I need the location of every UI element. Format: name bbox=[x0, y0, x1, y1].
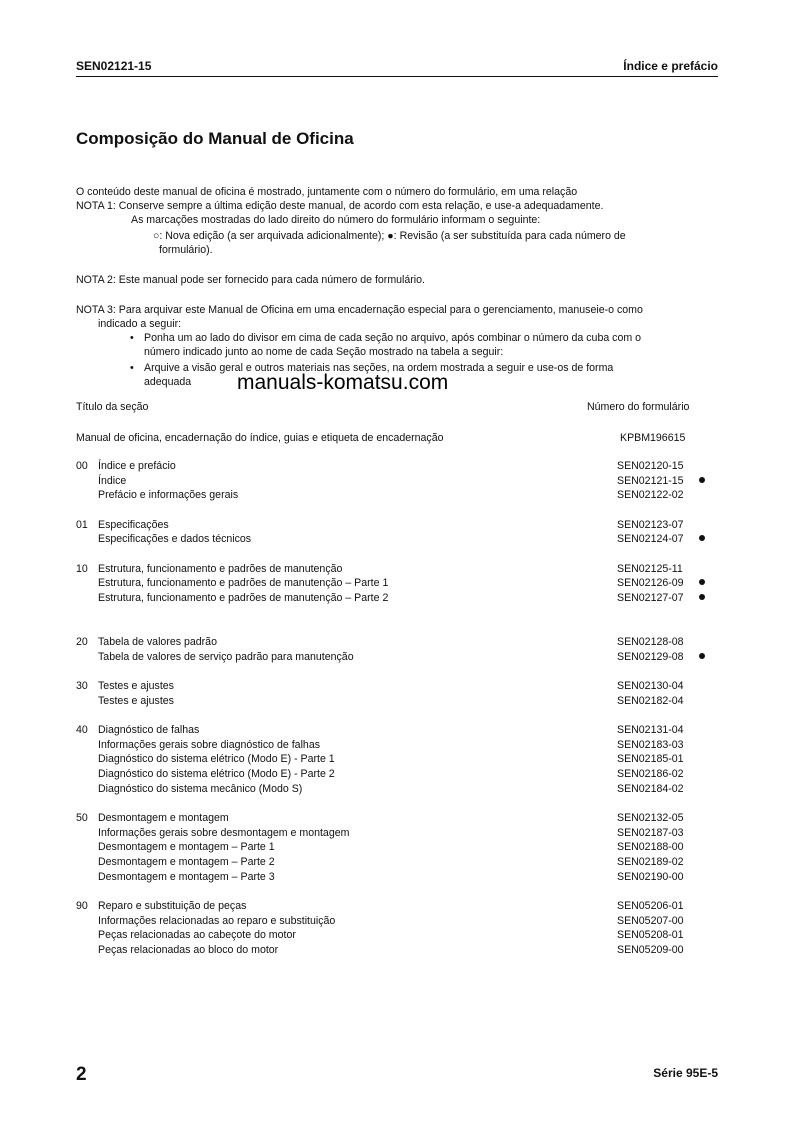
section-name-cell: Informações relacionadas ao reparo e substituição bbox=[98, 915, 336, 927]
section-number: 00 bbox=[76, 460, 88, 472]
bullet-icon: • bbox=[130, 332, 134, 344]
section-name-cell: Índice bbox=[98, 475, 127, 487]
table-row bbox=[0, 753, 794, 767]
section-name-cell: Estrutura, funcionamento e padrões de manutenção bbox=[98, 563, 343, 575]
table-row bbox=[0, 900, 794, 914]
form-number-cell: SEN02121-15 bbox=[617, 475, 684, 487]
section-number: 10 bbox=[76, 563, 88, 575]
section-name-cell: Tabela de valores padrão bbox=[98, 636, 217, 648]
bullet-icon: • bbox=[130, 362, 134, 374]
revision-mark-icon bbox=[699, 653, 705, 659]
table-row bbox=[0, 944, 794, 958]
section-name-cell: Diagnóstico do sistema elétrico (Modo E) - Parte 2 bbox=[98, 768, 335, 780]
section-name-cell: Diagnóstico do sistema elétrico (Modo E) - Parte 1 bbox=[98, 753, 335, 765]
form-number-cell: SEN02190-00 bbox=[617, 871, 684, 883]
nota1-line1: NOTA 1: Conserve sempre a última edição deste manual, de acordo com esta relação, e use-a adequadamente. bbox=[76, 200, 604, 212]
table-row bbox=[0, 768, 794, 782]
section-name-cell: Peças relacionadas ao bloco do motor bbox=[98, 944, 279, 956]
form-number-cell: SEN02120-15 bbox=[617, 460, 684, 472]
table-row bbox=[0, 739, 794, 753]
table-row bbox=[0, 827, 794, 841]
section-name-cell: Tabela de valores de serviço padrão para manutenção bbox=[98, 651, 354, 663]
nota3-line2: indicado a seguir: bbox=[98, 318, 182, 330]
revision-mark-icon bbox=[699, 477, 705, 483]
table-row bbox=[0, 489, 794, 503]
form-number-cell: SEN02129-08 bbox=[617, 651, 684, 663]
table-row bbox=[0, 475, 794, 489]
nota3-line1: NOTA 3: Para arquivar este Manual de Oficina em uma encadernação especial para o gerenciamento, manuseie-o como bbox=[76, 304, 643, 316]
header-rule bbox=[76, 76, 718, 77]
form-number-cell: SEN02132-05 bbox=[617, 812, 684, 824]
form-number-cell: SEN02127-07 bbox=[617, 592, 684, 604]
form-number-cell: SEN02123-07 bbox=[617, 519, 684, 531]
section-name-cell: Desmontagem e montagem – Parte 3 bbox=[98, 871, 275, 883]
section-number: 50 bbox=[76, 812, 88, 824]
form-number-cell: SEN02188-00 bbox=[617, 841, 684, 853]
form-number-cell: SEN02125-11 bbox=[617, 563, 683, 575]
section-name-cell: Especificações bbox=[98, 519, 169, 531]
table-row bbox=[0, 592, 794, 606]
form-number-cell: SEN02130-04 bbox=[617, 680, 684, 692]
table-row bbox=[0, 577, 794, 591]
form-number-cell: SEN02182-04 bbox=[617, 695, 684, 707]
section-name: Índice e prefácio bbox=[623, 59, 718, 73]
revision-mark-icon bbox=[699, 535, 705, 541]
form-number-cell: SEN02124-07 bbox=[617, 533, 684, 545]
binder-row-name: Manual de oficina, encadernação do índice, guias e etiqueta de encadernação bbox=[76, 432, 444, 444]
table-row bbox=[0, 651, 794, 665]
form-number-cell: SEN02131-04 bbox=[617, 724, 684, 736]
table-row bbox=[0, 812, 794, 826]
table-row bbox=[0, 533, 794, 547]
table-row bbox=[0, 724, 794, 738]
form-number-cell: SEN02128-08 bbox=[617, 636, 684, 648]
table-row bbox=[0, 636, 794, 650]
form-number-cell: SEN02122-02 bbox=[617, 489, 684, 501]
col-title-header: Título da seção bbox=[76, 401, 149, 413]
series-label: Série 95E-5 bbox=[653, 1066, 718, 1080]
section-name-cell: Estrutura, funcionamento e padrões de manutenção – Parte 2 bbox=[98, 592, 389, 604]
nota1-legend-line2: formulário). bbox=[159, 244, 213, 256]
section-name-cell: Diagnóstico de falhas bbox=[98, 724, 200, 736]
section-name-cell: Testes e ajustes bbox=[98, 680, 174, 692]
section-name-cell: Índice e prefácio bbox=[98, 460, 176, 472]
section-number: 90 bbox=[76, 900, 88, 912]
section-name-cell: Desmontagem e montagem – Parte 1 bbox=[98, 841, 275, 853]
table-row bbox=[0, 871, 794, 885]
table-row bbox=[0, 783, 794, 797]
page-title: Composição do Manual de Oficina bbox=[76, 129, 354, 148]
form-number-cell: SEN05209-00 bbox=[617, 944, 684, 956]
section-number: 40 bbox=[76, 724, 88, 736]
section-name-cell: Especificações e dados técnicos bbox=[98, 533, 252, 545]
table-row bbox=[0, 841, 794, 855]
table-row bbox=[0, 929, 794, 943]
table-row bbox=[0, 915, 794, 929]
section-name-cell: Prefácio e informações gerais bbox=[98, 489, 239, 501]
nota3-bullet2-line1: Arquive a visão geral e outros materiais nas seções, na ordem mostrada a seguir e use-os de forma bbox=[144, 362, 614, 374]
form-number-cell: SEN02189-02 bbox=[617, 856, 684, 868]
form-number-cell: SEN05208-01 bbox=[617, 929, 684, 941]
doc-code: SEN02121-15 bbox=[76, 59, 152, 73]
watermark-text: manuals-komatsu.com bbox=[237, 371, 449, 394]
col-form-header: Número do formulário bbox=[587, 401, 690, 413]
section-number: 01 bbox=[76, 519, 88, 531]
page-number: 2 bbox=[76, 1064, 87, 1085]
form-number-cell: SEN02187-03 bbox=[617, 827, 684, 839]
nota2-text: NOTA 2: Este manual pode ser fornecido para cada número de formulário. bbox=[76, 274, 425, 286]
form-number-cell: SEN02183-03 bbox=[617, 739, 684, 751]
section-name-cell: Diagnóstico do sistema mecânico (Modo S) bbox=[98, 783, 303, 795]
section-name-cell: Informações gerais sobre desmontagem e montagem bbox=[98, 827, 350, 839]
table-row bbox=[0, 563, 794, 577]
section-name-cell: Testes e ajustes bbox=[98, 695, 174, 707]
table-row bbox=[0, 460, 794, 474]
section-name-cell: Reparo e substituição de peças bbox=[98, 900, 247, 912]
binder-row-form: KPBM196615 bbox=[620, 432, 686, 444]
form-number-cell: SEN02186-02 bbox=[617, 768, 684, 780]
section-name-cell: Informações gerais sobre diagnóstico de falhas bbox=[98, 739, 321, 751]
table-row bbox=[0, 856, 794, 870]
nota1-legend-line1: ○: Nova edição (a ser arquivada adicionalmente); ●: Revisão (a ser substituída para cada número de bbox=[153, 230, 626, 242]
form-number-cell: SEN05207-00 bbox=[617, 915, 684, 927]
nota1-line2: As marcações mostradas do lado direito do número do formulário informam o seguinte: bbox=[131, 214, 541, 226]
table-row bbox=[0, 695, 794, 709]
table-row bbox=[0, 519, 794, 533]
form-number-cell: SEN02126-09 bbox=[617, 577, 684, 589]
section-number: 20 bbox=[76, 636, 88, 648]
section-name-cell: Desmontagem e montagem – Parte 2 bbox=[98, 856, 275, 868]
section-number: 30 bbox=[76, 680, 88, 692]
section-name-cell: Desmontagem e montagem bbox=[98, 812, 229, 824]
revision-mark-icon bbox=[699, 594, 705, 600]
form-number-cell: SEN02185-01 bbox=[617, 753, 684, 765]
section-name-cell: Estrutura, funcionamento e padrões de manutenção – Parte 1 bbox=[98, 577, 389, 589]
form-number-cell: SEN05206-01 bbox=[617, 900, 684, 912]
revision-mark-icon bbox=[699, 579, 705, 585]
form-number-cell: SEN02184-02 bbox=[617, 783, 684, 795]
nota3-bullet1-line2: número indicado junto ao nome de cada Seção mostrado na tabela a seguir: bbox=[144, 346, 504, 358]
table-row bbox=[0, 680, 794, 694]
nota3-bullet1-line1: Ponha um ao lado do divisor em cima de cada seção no arquivo, após combinar o número da cuba com o bbox=[144, 332, 642, 344]
section-name-cell: Peças relacionadas ao cabeçote do motor bbox=[98, 929, 296, 941]
nota3-bullet2-line2: adequada bbox=[144, 376, 192, 388]
intro-text: O conteúdo deste manual de oficina é mostrado, juntamente com o número do formulário, em uma relação bbox=[76, 186, 578, 198]
